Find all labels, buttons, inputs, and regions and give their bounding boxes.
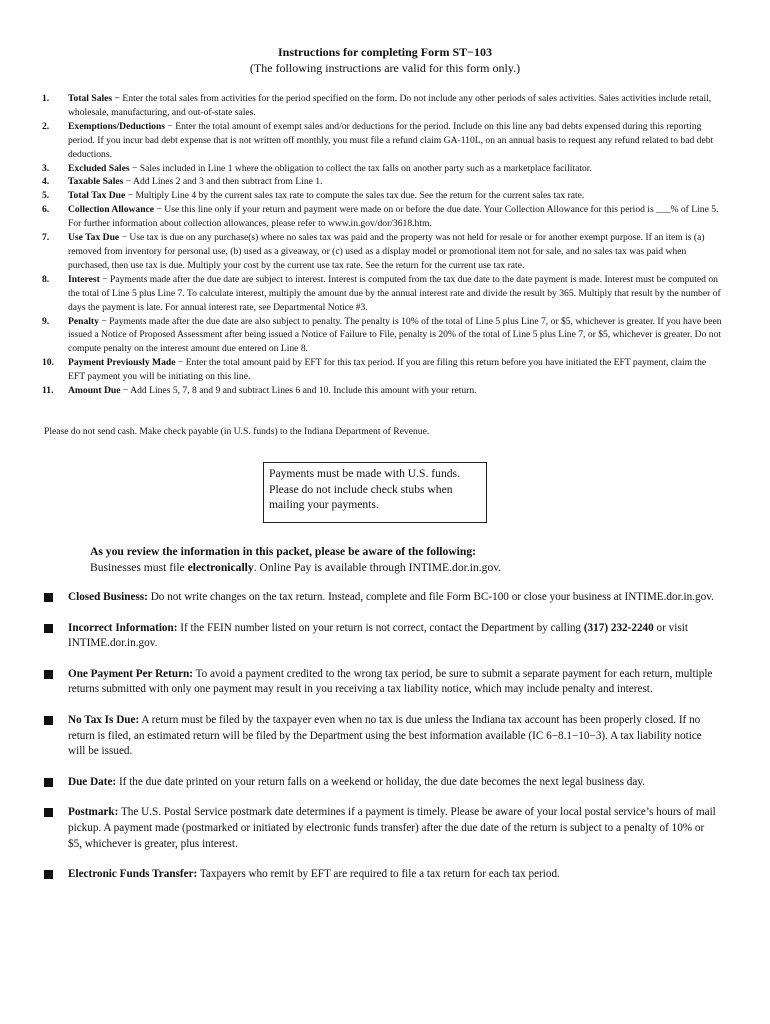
instruction-item (42, 273, 722, 315)
item-text: − Multiply Line 4 by the current sales tax rate to compute the sales tax due. See the return for the current sales tax rate. (125, 190, 585, 202)
instruction-item (42, 120, 722, 162)
item-term: Taxable Sales (68, 176, 124, 188)
payment-box-line: Payments must be made with U.S. funds. (269, 467, 460, 480)
notice-term: Postmark: (68, 806, 119, 819)
item-number: 5. (42, 190, 50, 202)
cash-note: Please do not send cash. Make check payable (in U.S. funds) to the Indiana Department of Revenue. (44, 426, 430, 437)
review-text (90, 560, 710, 576)
instruction-item (42, 384, 722, 398)
review-text-bold: electronically (187, 560, 254, 574)
item-term: Payment Previously Made (68, 357, 176, 369)
instruction-item (42, 162, 722, 176)
item-term: Amount Due (68, 385, 121, 397)
notice-term: Due Date: (68, 775, 117, 788)
square-bullet-icon (44, 778, 53, 787)
item-number: 2. (42, 120, 50, 132)
item-text: − Payments made after the due date are also subject to penalty. The penalty is 10% of the total of Line 5 plus Line 7, or $5, whichever is greater. If you have been issued a Notice of Proposed Assessment after being issued a Notice of Failure to File, penalty is 20% of the total of Line 5 plus Line 7, or $5, whichever is greater. Do not compute penalty on the interest amount due entered on Line 8. (68, 315, 722, 355)
payment-box-line: mailing your payments. (269, 498, 379, 512)
notice-term: No Tax Is Due: (68, 713, 140, 726)
phone-number: (317) 232-2240 (583, 621, 654, 634)
item-number: 7. (42, 232, 50, 244)
item-number: 10. (42, 357, 54, 369)
square-bullet-icon (44, 716, 53, 725)
notice-item (44, 590, 720, 606)
item-number: 1. (42, 93, 50, 104)
notice-item (44, 805, 720, 852)
item-number: 3. (42, 162, 50, 174)
notice-text: If the FEIN number listed on your return is not correct, contact the Department by calling (177, 621, 584, 634)
item-term: Use Tax Due (68, 232, 120, 244)
page-title: Instructions for completing Form ST−103 (278, 45, 492, 59)
item-number: 11. (42, 385, 54, 397)
square-bullet-icon (44, 870, 53, 879)
item-term: Exemptions/Deductions (68, 120, 166, 132)
item-text: − Enter the total amount paid by EFT for this tax period. If you are filing this return before you have initiated the EFT payment, claim the EFT payment you will be initiating on this line. (68, 357, 707, 383)
notice-term: Electronic Funds Transfer: (68, 868, 198, 881)
square-bullet-icon (44, 808, 53, 817)
notice-term: One Payment Per Return: (68, 667, 194, 680)
page-subtitle: (The following instructions are valid for this form only.) (249, 61, 521, 75)
square-bullet-icon (44, 624, 53, 633)
instruction-item (42, 203, 722, 231)
item-number: 4. (42, 176, 50, 188)
item-text: − Use this line only if your return and payment were made on or before the due date. Your Collection Allowance for this period is ___% of Line 5. For further information about collection allowances, please refer to www.in.gov/dor/3618.htm. (68, 204, 719, 230)
review-notice (90, 544, 710, 575)
notice-text: Do not write changes on the tax return. Instead, complete and file Form BC-100 or close your business at INTIME.dor.in.gov. (147, 591, 714, 603)
notice-item (44, 867, 720, 883)
item-term: Penalty (68, 315, 99, 327)
payment-notice-box (263, 462, 487, 523)
notice-text: To avoid a payment credited to the wrong tax period, be sure to submit a separate payment for each return, multiple returns submitted with only one payment may result in you receiving a tax liability notice, which may include penalty and interest. (68, 667, 713, 696)
notice-text: A return must be filed by the taxpayer even when no tax is due unless the Indiana tax account has been properly closed. If no return is filed, an estimated return will be filed by the Department using the best information available (IC 6−8.1−10−3). A tax liability notice will be issued. (68, 713, 702, 758)
item-text: − Sales included in Line 1 where the obligation to collect the tax falls on another party such as a marketplace facilitator. (129, 162, 592, 174)
item-term: Excluded Sales (68, 162, 130, 174)
item-term: Total Tax Due (68, 190, 126, 202)
item-number: 8. (42, 273, 50, 285)
instruction-item (42, 92, 722, 120)
review-text-post: . Online Pay is available through INTIME.dor.in.gov. (253, 560, 502, 574)
square-bullet-icon (44, 670, 53, 679)
item-number: 9. (42, 315, 50, 327)
item-text: − Add Lines 2 and 3 and then subtract from Line 1. (123, 176, 323, 188)
notice-item (44, 621, 720, 652)
item-text: − Payments made after the due date are subject to interest. Interest is computed from the tax due date to the date payment is made. Interest must be computed on the total of Line 5 plus Line 7. To calculate interest, multiply the amount due by the annual interest rate and divide the result by 365. Multiply that result by the number of days the payment is late. For annual interest rate, see Departmental Notice #3. (68, 273, 721, 313)
item-number: 6. (42, 204, 50, 216)
square-bullet-icon (44, 593, 53, 602)
item-term: Total Sales − (68, 93, 121, 104)
item-text: − Add Lines 5, 7, 8 and 9 and subtract Lines 6 and 10. Include this amount with your return. (120, 385, 477, 397)
notice-text: If the due date printed on your return falls on a weekend or holiday, the due date becomes the next legal business day. (116, 775, 646, 788)
item-text: − Use tax is due on any purchase(s) where no sales tax was paid and the property was not held for resale or for another exempt purpose. If an item is (a) removed from inventory for personal use, (b) used as a giveaway, or (c) used as a display model or promotional item not for sale, and no sales tax was paid when purchased, then use tax is due. Multiply your cost by the current use tax rate. See the return for the current use tax rate. (68, 232, 705, 271)
line-instructions-list (42, 92, 722, 398)
notice-item (44, 667, 720, 698)
instruction-item (42, 175, 722, 189)
notice-term: Incorrect Information: (68, 621, 178, 634)
notice-text: Taxpayers who remit by EFT are required to file a tax return for each tax period. (197, 868, 560, 881)
instruction-item (42, 189, 722, 203)
notice-text: The U.S. Postal Service postmark date determines if a payment is timely. Please be aware of your local postal service’s hours of mail pickup. A payment made (postmarked or initiated by electronic funds transfer) after the due date of the return is subject to a penalty of 10% or $5, whichever is greater, plus interest. (68, 806, 716, 850)
item-text: − Enter the total amount of exempt sales and/or deductions for the period. Include on this line any bad debts expensed during this reporting period. If you incur bad debt expense that is not written off monthly, you must file a refund claim GA-110L, on an annual basis to request any refund related to bad debt deductions. (68, 120, 714, 160)
notice-term: Closed Business: (68, 591, 148, 603)
notice-text: or visit INTIME.dor.in.gov. (68, 621, 688, 650)
instruction-item (42, 356, 722, 384)
item-term: Interest (68, 273, 100, 285)
review-heading: As you review the information in this packet, please be aware of the following: (90, 545, 477, 558)
notices-list (44, 590, 720, 883)
item-term: Collection Allowance (68, 204, 155, 216)
instruction-item (42, 315, 722, 357)
item-text: Enter the total sales from activities for the period specified on the form. Do not include any other periods of sales activities. Sales activities include retail, wholesale, manufacturing, and out-of-state sales. (68, 93, 712, 118)
payment-box-line: Please do not include check stubs when (269, 482, 453, 496)
review-text-pre: Businesses must file (90, 560, 188, 574)
notice-item (44, 775, 720, 791)
instruction-item (42, 231, 722, 273)
notice-item (44, 713, 720, 760)
